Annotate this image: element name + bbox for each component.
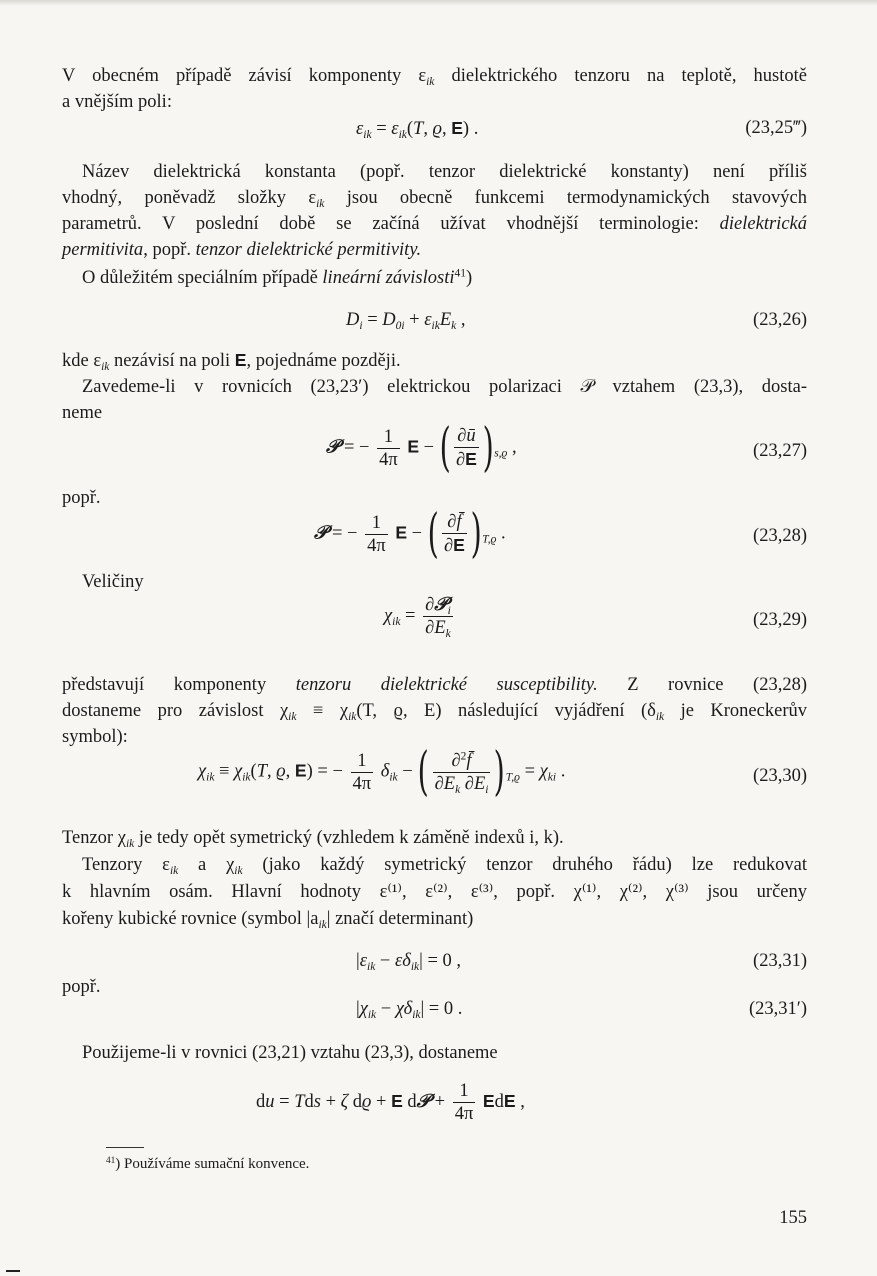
equation-number: (23,30)	[753, 766, 807, 786]
text-line: vhodný, poněvadž složky $\varepsilon_{ik}$ jsou obecně funkcemi termodynamických stavových	[62, 188, 808, 210]
page-top-edge	[0, 0, 877, 6]
text-line: parametrů. V poslední době se začíná užívat vhodnější terminologie: dielektrická	[62, 214, 807, 234]
equation-number: (23,31)	[753, 951, 807, 971]
equation-23-25: $\varepsilon_{ik} = \varepsilon_{ik}(T$, ϱ, E) .	[356, 118, 479, 141]
page-number: 155	[779, 1208, 807, 1228]
text-line: Zavedeme-li v rovnicích (23,23′) elektrickou polarizaci 𝒫 vztahem (23,3), dosta-	[82, 377, 807, 397]
equation-number: (23,28)	[753, 526, 807, 546]
scan-mark	[6, 1270, 20, 1272]
text-line: Použijeme-li v rovnici (23,21) vztahu (23,3), dostaneme	[82, 1043, 498, 1063]
equation-number: (23,29)	[753, 610, 807, 630]
text-line: V obecném případě závisí komponenty $\varepsilon_{ik}$ dielektrického tenzoru na teplotě, hustotě	[62, 66, 807, 88]
equation-23-27: 𝒫 = − $\frac{1}{4\pi}$ E − ( $\frac{\partial ū}{\partial E}$ )$_{s,ϱ}$ ,	[326, 418, 517, 478]
text-line: O důležitém speciálním případě lineární závislosti$^{41}$)	[82, 267, 473, 288]
text-line: a vnějším poli:	[62, 92, 172, 112]
text-line: Tenzory $\varepsilon_{ik}$ a $\chi_{ik}$ (jako každý symetrický tenzor druhého řádu) lze redukovat	[82, 855, 807, 877]
footnote: $^{41}$) Používáme sumační konvence.	[106, 1155, 310, 1172]
equation-number: (23,26)	[753, 310, 807, 330]
equation-23-29: $\chi_{ik}$ = $\frac{\partial 𝒫_i}{\partial E_k}$	[384, 595, 451, 640]
equation-number: (23,25‴)	[745, 118, 807, 138]
text-line: kde $\varepsilon_{ik}$ nezávisí na poli E, pojednáme později.	[62, 350, 401, 373]
text-line: symbol):	[62, 727, 128, 747]
equation-du: du = Tds + ζ dϱ + E d𝒫 + $\frac{1}{4\pi}$ EdE ,	[256, 1081, 525, 1124]
text-line: představují komponenty tenzoru dielektrické susceptibility. Z rovnice (23,28)	[62, 675, 807, 695]
footnote-rule	[106, 1147, 144, 1148]
equation-23-28: 𝒫 = − $\frac{1}{4\pi}$ E − ( $\frac{\partial f̄}{\partial E}$ )$_{T,ϱ}$ .	[314, 504, 506, 564]
text-line: k hlavním osám. Hlavní hodnoty ε⁽¹⁾, ε⁽²⁾, ε⁽³⁾, popř. χ⁽¹⁾, χ⁽²⁾, χ⁽³⁾ jsou určeny	[62, 882, 807, 902]
equation-23-26: $D_i = D_{0i} + \varepsilon_{ik}E_k$ ,	[346, 310, 466, 332]
text-line: neme	[62, 403, 103, 423]
text-line: Veličiny	[82, 572, 144, 592]
text-line: popř.	[62, 488, 101, 508]
equation-23-31-prime: $|\chi_{ik} - \chi\delta_{ik}| = 0$ .	[356, 999, 463, 1021]
text-line: popř.	[62, 977, 101, 997]
equation-number: (23,31′)	[749, 999, 807, 1019]
text-line: Tenzor $\chi_{ik}$ je tedy opět symetrický (vzhledem k záměně indexů i, k).	[62, 828, 564, 850]
equation-number: (23,27)	[753, 441, 807, 461]
text-line: Název dielektrická konstanta (popř. tenzor dielektrické konstanty) není příliš	[82, 162, 807, 182]
equation-23-30: $\chi_{ik} \equiv \chi_{ik}(T$, ϱ, E) = − $\frac{1}{4\pi}$ $\delta_{ik}$ − ( $\frac{\partial^2f̄}{\partial E_k \partial E_i}$ )$_{T,ϱ} = \chi_{ki}$ .	[198, 742, 566, 802]
text-line: kořeny kubické rovnice (symbol $|a_{ik}|$ značí determinant)	[62, 909, 474, 931]
equation-23-31: $|\varepsilon_{ik} - \varepsilon\delta_{ik}| = 0$ ,	[356, 951, 462, 973]
text-line: permitivita, popř. tenzor dielektrické permitivity.	[62, 240, 422, 260]
text-line: dostaneme pro závislost $\chi_{ik} \equiv \chi_{ik}(T$, ϱ, E) následující vyjádření ($\delta_{ik}$ je Kroneckerův	[62, 701, 807, 723]
